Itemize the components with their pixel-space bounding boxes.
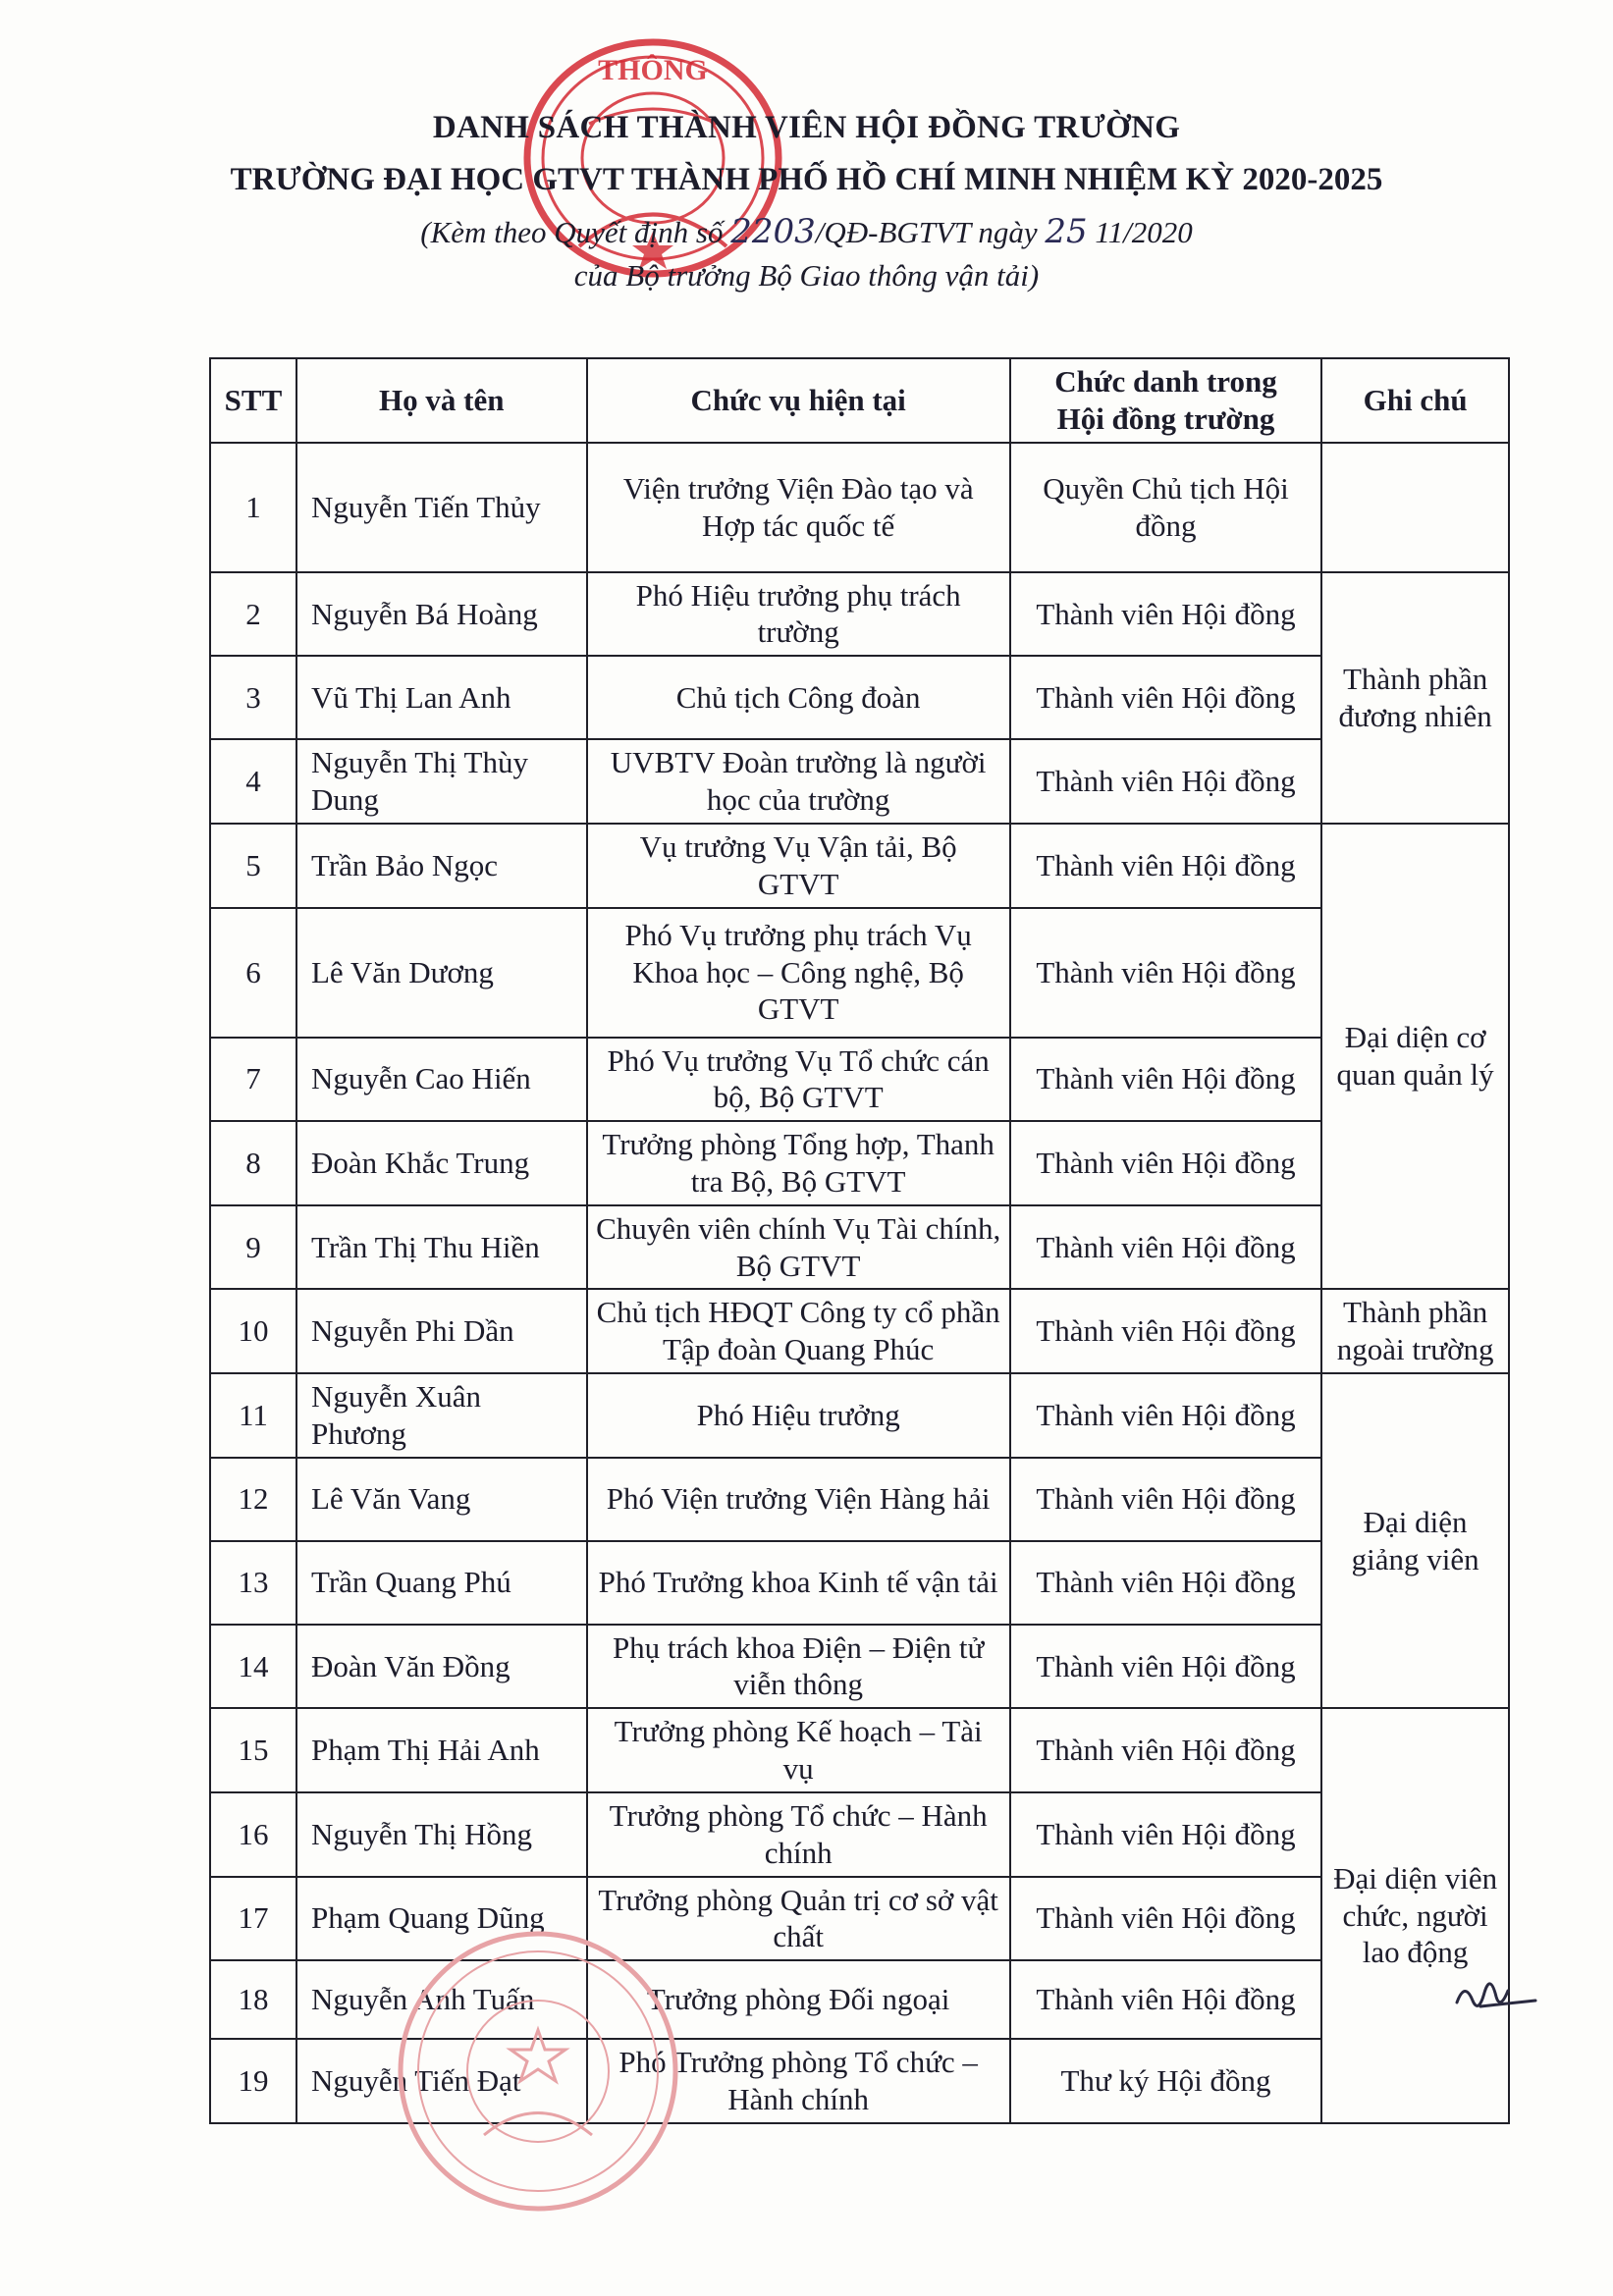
cell-name: Nguyễn Tiến Thủy (296, 443, 587, 572)
cell-name: Phạm Quang Dũng (296, 1877, 587, 1961)
table-row (210, 1625, 1509, 1709)
cell-position: Phó Vụ trưởng phụ trách Vụ Khoa học – Công nghệ, Bộ GTVT (587, 908, 1010, 1038)
table-row (210, 908, 1509, 1038)
group-note-management: Đại diện cơ quan quản lý (1321, 824, 1509, 1290)
cell-position: Chuyên viên chính Vụ Tài chính, Bộ GTVT (587, 1205, 1010, 1290)
cell-stt: 17 (210, 1877, 296, 1961)
cell-stt: 18 (210, 1960, 296, 2039)
table-row (210, 656, 1509, 739)
cell-stt: 4 (210, 739, 296, 824)
seal-top-text: THÔNG (598, 54, 708, 86)
cell-name: Phạm Thị Hải Anh (296, 1708, 587, 1792)
cell-position: Trưởng phòng Tổ chức – Hành chính (587, 1792, 1010, 1877)
cell-name: Đoàn Văn Đồng (296, 1625, 587, 1709)
table-row (210, 1458, 1509, 1541)
cell-stt: 3 (210, 656, 296, 739)
cell-note-empty (1321, 443, 1509, 572)
cell-position: Viện trưởng Viện Đào tạo và Hợp tác quốc tế (587, 443, 1010, 572)
cell-role: Thành viên Hội đồng (1010, 1541, 1321, 1625)
decision-issuer: của Bộ trưởng Bộ Giao thông vận tải) (573, 258, 1040, 293)
cell-position: Phụ trách khoa Điện – Điện tử viễn thông (587, 1625, 1010, 1709)
cell-position: Trưởng phòng Kế hoạch – Tài vụ (587, 1708, 1010, 1792)
cell-position: Trưởng phòng Đối ngoại (587, 1960, 1010, 2039)
cell-stt: 8 (210, 1121, 296, 1205)
cell-role: Thành viên Hội đồng (1010, 908, 1321, 1038)
members-table (209, 357, 1510, 2124)
decision-number: 2203 (730, 212, 816, 251)
cell-position: Phó Trưởng khoa Kinh tế vận tải (587, 1541, 1010, 1625)
cell-name: Nguyễn Xuân Phương (296, 1373, 587, 1458)
table-row (210, 739, 1509, 824)
cell-role: Thành viên Hội đồng (1010, 1877, 1321, 1961)
cell-position: Vụ trưởng Vụ Vận tải, Bộ GTVT (587, 824, 1010, 908)
cell-stt: 11 (210, 1373, 296, 1458)
table-header-row (210, 358, 1509, 443)
cell-name: Đoàn Khắc Trung (296, 1121, 587, 1205)
cell-name: Nguyễn Anh Tuấn (296, 1960, 587, 2039)
cell-stt: 19 (210, 2039, 296, 2123)
table-row (210, 1708, 1509, 1792)
cell-name: Trần Quang Phú (296, 1541, 587, 1625)
header-stt: STT (210, 358, 296, 443)
cell-role: Thành viên Hội đồng (1010, 1708, 1321, 1792)
group-note-lecturers: Đại diện giảng viên (1321, 1373, 1509, 1708)
cell-role: Thành viên Hội đồng (1010, 1373, 1321, 1458)
cell-position: Trưởng phòng Tổng hợp, Thanh tra Bộ, Bộ GTVT (587, 1121, 1010, 1205)
table-row (210, 1038, 1509, 1122)
cell-role: Thành viên Hội đồng (1010, 1458, 1321, 1541)
cell-role: Thành viên Hội đồng (1010, 1625, 1321, 1709)
header-name: Họ và tên (296, 358, 587, 443)
cell-name: Nguyễn Cao Hiến (296, 1038, 587, 1122)
cell-role: Thành viên Hội đồng (1010, 656, 1321, 739)
cell-role: Thư ký Hội đồng (1010, 2039, 1321, 2123)
cell-stt: 5 (210, 824, 296, 908)
cell-position: Phó Hiệu trưởng (587, 1373, 1010, 1458)
header-note: Ghi chú (1321, 358, 1509, 443)
cell-stt: 12 (210, 1458, 296, 1541)
cell-role: Thành viên Hội đồng (1010, 1289, 1321, 1373)
decision-reference: (Kèm theo Quyết định số 2203/QĐ-BGTVT ngày 25 11/2020 (420, 212, 1193, 251)
cell-position: Phó Trưởng phòng Tổ chức – Hành chính (587, 2039, 1010, 2123)
cell-stt: 15 (210, 1708, 296, 1792)
cell-role: Thành viên Hội đồng (1010, 739, 1321, 824)
cell-name: Nguyễn Tiến Đạt (296, 2039, 587, 2123)
table-row (210, 1792, 1509, 1877)
group-note-ex-officio: Thành phần đương nhiên (1321, 572, 1509, 824)
cell-name: Nguyễn Thị Hồng (296, 1792, 587, 1877)
cell-name: Trần Bảo Ngọc (296, 824, 587, 908)
cell-role: Thành viên Hội đồng (1010, 1038, 1321, 1122)
cell-position: Phó Hiệu trưởng phụ trách trường (587, 572, 1010, 657)
table-row (210, 1289, 1509, 1373)
table-row (210, 1121, 1509, 1205)
cell-name: Lê Văn Vang (296, 1458, 587, 1541)
cell-role: Thành viên Hội đồng (1010, 1792, 1321, 1877)
cell-position: UVBTV Đoàn trường là người học của trường (587, 739, 1010, 824)
table-row (210, 1373, 1509, 1458)
cell-name: Lê Văn Dương (296, 908, 587, 1038)
cell-role: Thành viên Hội đồng (1010, 1121, 1321, 1205)
cell-name: Nguyễn Bá Hoàng (296, 572, 587, 657)
header-position: Chức vụ hiện tại (587, 358, 1010, 443)
header-council-role: Chức danh trong Hội đồng trường (1010, 358, 1321, 443)
table-row (210, 824, 1509, 908)
cell-name: Trần Thị Thu Hiền (296, 1205, 587, 1290)
cell-stt: 2 (210, 572, 296, 657)
cell-role: Quyền Chủ tịch Hội đồng (1010, 443, 1321, 572)
cell-position: Phó Viện trưởng Viện Hàng hải (587, 1458, 1010, 1541)
cell-name: Nguyễn Phi Dần (296, 1289, 587, 1373)
group-note-external: Thành phần ngoài trường (1321, 1289, 1509, 1373)
official-seal-bottom (391, 1924, 685, 2218)
table-row (210, 1205, 1509, 1290)
document-title: DANH SÁCH THÀNH VIÊN HỘI ĐỒNG TRƯỜNG (432, 110, 1181, 145)
cell-role: Thành viên Hội đồng (1010, 572, 1321, 657)
cell-name: Nguyễn Thị Thùy Dung (296, 739, 587, 824)
cell-role: Thành viên Hội đồng (1010, 1205, 1321, 1290)
cell-stt: 9 (210, 1205, 296, 1290)
initial-signature (1451, 1963, 1539, 2027)
cell-role: Thành viên Hội đồng (1010, 824, 1321, 908)
cell-position: Trưởng phòng Quản trị cơ sở vật chất (587, 1877, 1010, 1961)
cell-position: Chủ tịch Công đoàn (587, 656, 1010, 739)
cell-position: Chủ tịch HĐQT Công ty cổ phần Tập đoàn Quang Phúc (587, 1289, 1010, 1373)
table-row (210, 572, 1509, 657)
group-note-staff: Đại diện viên chức, người lao động (1321, 1708, 1509, 2123)
cell-stt: 6 (210, 908, 296, 1038)
cell-stt: 7 (210, 1038, 296, 1122)
table-row (210, 1541, 1509, 1625)
cell-stt: 13 (210, 1541, 296, 1625)
cell-name: Vũ Thị Lan Anh (296, 656, 587, 739)
cell-position: Phó Vụ trưởng Vụ Tổ chức cán bộ, Bộ GTVT (587, 1038, 1010, 1122)
cell-stt: 10 (210, 1289, 296, 1373)
cell-stt: 1 (210, 443, 296, 572)
decision-day: 25 (1045, 212, 1088, 251)
cell-stt: 14 (210, 1625, 296, 1709)
table-row (210, 443, 1509, 572)
document-subtitle: TRƯỜNG ĐẠI HỌC GTVT THÀNH PHỐ HỒ CHÍ MINH NHIỆM KỲ 2020-2025 (230, 162, 1383, 197)
cell-stt: 16 (210, 1792, 296, 1877)
cell-role: Thành viên Hội đồng (1010, 1960, 1321, 2039)
